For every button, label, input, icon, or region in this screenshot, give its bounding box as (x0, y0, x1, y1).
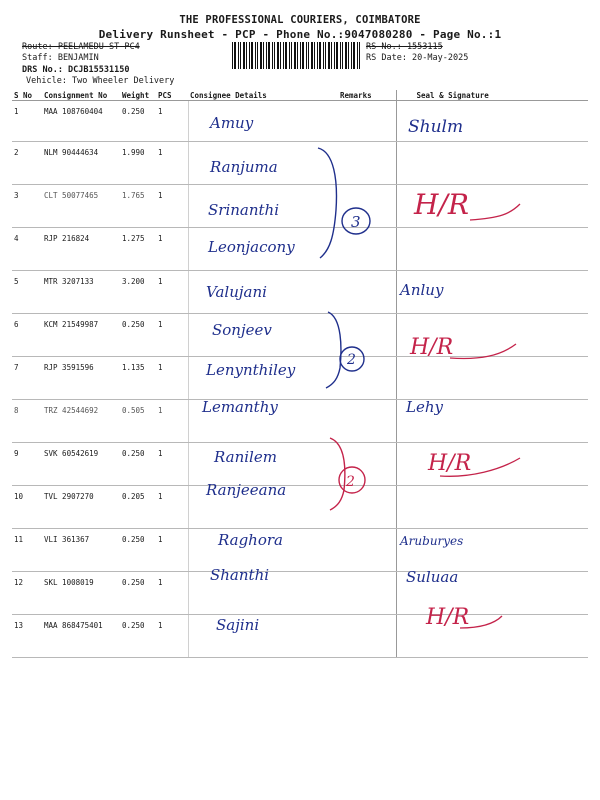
remarks-cell (338, 572, 396, 615)
weight-cell: 1.990 (120, 142, 156, 185)
consignee-cell (188, 615, 338, 658)
signature-cell (396, 314, 588, 357)
table-row (12, 101, 588, 142)
remarks-cell (338, 357, 396, 400)
table-row (12, 185, 588, 228)
route-label: Route: PEELAMEDU ST PC4 (22, 42, 140, 52)
table-row (12, 228, 588, 271)
consignment-cell: VLI 361367 (42, 529, 120, 572)
consignee-cell (188, 228, 338, 271)
remarks-cell (338, 142, 396, 185)
sno-cell: 11 (12, 529, 42, 572)
consignee-cell (188, 529, 338, 572)
rs-date: RS Date: 20-May-2025 (366, 53, 469, 63)
handwritten-signature: Anluy (400, 281, 444, 299)
consignee-cell (188, 357, 338, 400)
pcs-cell: 1 (156, 314, 188, 357)
remarks-cell (338, 486, 396, 529)
table-row (12, 529, 588, 572)
consignment-cell: SKL 1008019 (42, 572, 120, 615)
sno-cell: 10 (12, 486, 42, 529)
col-weight-header: Weight (120, 90, 156, 101)
table-header-row (12, 90, 588, 101)
handwritten-name: Raghora (218, 531, 283, 549)
signature-cell (396, 101, 588, 142)
weight-cell: 0.505 (120, 400, 156, 443)
drs-number: DRS No.: DCJB15531150 (22, 65, 130, 75)
pcs-cell: 1 (156, 271, 188, 314)
remarks-cell (338, 101, 396, 142)
pcs-cell: 1 (156, 572, 188, 615)
handwritten-signature: Shulm (408, 117, 464, 137)
runsheet-subtitle: Delivery Runsheet - PCP - Phone No.:9047080280 - Page No.:1 (98, 28, 502, 41)
signature-cell (396, 443, 588, 486)
sno-cell: 6 (12, 314, 42, 357)
sno-cell: 2 (12, 142, 42, 185)
weight-cell: 0.250 (120, 101, 156, 142)
sno-cell: 12 (12, 572, 42, 615)
signature-cell (396, 228, 588, 271)
consignee-cell (188, 142, 338, 185)
handwritten-signature: Suluaa (406, 568, 459, 586)
col-pcs-header: PCS (156, 90, 188, 101)
handwritten-name: Ranjeeana (206, 481, 287, 499)
sno-cell: 9 (12, 443, 42, 486)
consignment-cell: KCM 21549987 (42, 314, 120, 357)
weight-cell: 0.250 (120, 529, 156, 572)
weight-cell: 1.135 (120, 357, 156, 400)
col-sno-header: S No (12, 90, 42, 101)
col-remarks-header: Remarks (338, 90, 396, 101)
remarks-cell (338, 228, 396, 271)
consignee-cell (188, 314, 338, 357)
signature-cell (396, 357, 588, 400)
handwritten-name: Ranilem (214, 448, 277, 466)
table-row (12, 486, 588, 529)
handwritten-name: Ranjuma (210, 158, 278, 176)
handwritten-signature: Aruburyes (400, 534, 464, 548)
table-row (12, 443, 588, 486)
col-consignee-header: Consignee Details (188, 90, 338, 101)
sno-cell: 3 (12, 185, 42, 228)
handwritten-name: Shanthi (210, 566, 270, 584)
pcs-cell: 1 (156, 486, 188, 529)
runsheet-table (12, 90, 588, 658)
consignee-cell (188, 443, 338, 486)
pcs-cell: 1 (156, 142, 188, 185)
table-row (12, 400, 588, 443)
signature-cell (396, 142, 588, 185)
handwritten-name: Amuy (210, 114, 254, 132)
pcs-cell: 1 (156, 529, 188, 572)
company-title: THE PROFESSIONAL COURIERS, COIMBATORE (179, 14, 421, 26)
table-row (12, 314, 588, 357)
col-signature-header: Seal & Signature (396, 90, 588, 101)
handwritten-name: Sajini (216, 616, 260, 634)
hr-mark: H/R (428, 451, 472, 476)
pcs-cell: 1 (156, 101, 188, 142)
remarks-cell (338, 185, 396, 228)
weight-cell: 3.200 (120, 271, 156, 314)
weight-cell: 0.250 (120, 572, 156, 615)
consignment-cell: NLM 90444634 (42, 142, 120, 185)
signature-cell (396, 185, 588, 228)
table-row (12, 271, 588, 314)
remarks-cell (338, 529, 396, 572)
table-row (12, 572, 588, 615)
remarks-cell (338, 615, 396, 658)
table-row (12, 615, 588, 658)
sno-cell: 8 (12, 400, 42, 443)
handwritten-name: Sonjeev (212, 321, 272, 339)
staff-label: Staff: BENJAMIN (22, 53, 99, 63)
sno-cell: 7 (12, 357, 42, 400)
handwritten-signature: Lehy (406, 398, 443, 416)
remarks-cell (338, 400, 396, 443)
consignee-cell (188, 271, 338, 314)
signature-cell (396, 529, 588, 572)
handwritten-name: Lemanthy (202, 398, 278, 416)
sno-cell: 13 (12, 615, 42, 658)
weight-cell: 0.205 (120, 486, 156, 529)
weight-cell: 0.250 (120, 615, 156, 658)
consignee-cell (188, 185, 338, 228)
consignment-cell: MTR 3207133 (42, 271, 120, 314)
consignee-cell (188, 101, 338, 142)
pcs-cell: 1 (156, 400, 188, 443)
weight-cell: 1.275 (120, 228, 156, 271)
remarks-cell (338, 271, 396, 314)
pcs-cell: 1 (156, 228, 188, 271)
pcs-cell: 1 (156, 615, 188, 658)
consignment-cell: MAA 108760404 (42, 101, 120, 142)
sno-cell: 1 (12, 101, 42, 142)
group-count: 2 (347, 352, 356, 368)
pcs-cell: 1 (156, 185, 188, 228)
handwritten-name: Valujani (206, 283, 267, 301)
consignment-cell: RJP 216824 (42, 228, 120, 271)
weight-cell: 1.765 (120, 185, 156, 228)
col-consignment-header: Consignment No (42, 90, 120, 101)
consignment-cell: CLT 50077465 (42, 185, 120, 228)
signature-cell (396, 271, 588, 314)
group-count: 2 (346, 474, 355, 490)
consignment-cell: TRZ 42544692 (42, 400, 120, 443)
hr-mark: H/R (426, 605, 470, 630)
signature-cell (396, 400, 588, 443)
consignee-cell (188, 400, 338, 443)
signature-cell (396, 572, 588, 615)
consignee-cell (188, 572, 338, 615)
weight-cell: 0.250 (120, 443, 156, 486)
consignment-cell: TVL 2907270 (42, 486, 120, 529)
hr-mark: H/R (410, 335, 454, 360)
group-count: 3 (351, 213, 361, 231)
sno-cell: 4 (12, 228, 42, 271)
sno-cell: 5 (12, 271, 42, 314)
table-row (12, 357, 588, 400)
vehicle-label: Vehicle: Two Wheeler Delivery (26, 76, 175, 86)
handwritten-name: Srinanthi (208, 201, 279, 219)
consignment-cell: RJP 3591596 (42, 357, 120, 400)
handwritten-name: Lenynthiley (206, 361, 296, 379)
weight-cell: 0.250 (120, 314, 156, 357)
table-row (12, 142, 588, 185)
hr-mark: H/R (414, 188, 469, 221)
signature-cell (396, 615, 588, 658)
signature-cell (396, 486, 588, 529)
consignment-cell: SVK 60542619 (42, 443, 120, 486)
consignment-cell: MAA 868475401 (42, 615, 120, 658)
rs-number: RS No.: 1553115 (366, 42, 443, 52)
consignee-cell (188, 486, 338, 529)
remarks-cell (338, 443, 396, 486)
barcode-image (232, 42, 360, 69)
pcs-cell: 1 (156, 357, 188, 400)
handwritten-name: Leonjacony (208, 238, 295, 256)
remarks-cell (338, 314, 396, 357)
pcs-cell: 1 (156, 443, 188, 486)
